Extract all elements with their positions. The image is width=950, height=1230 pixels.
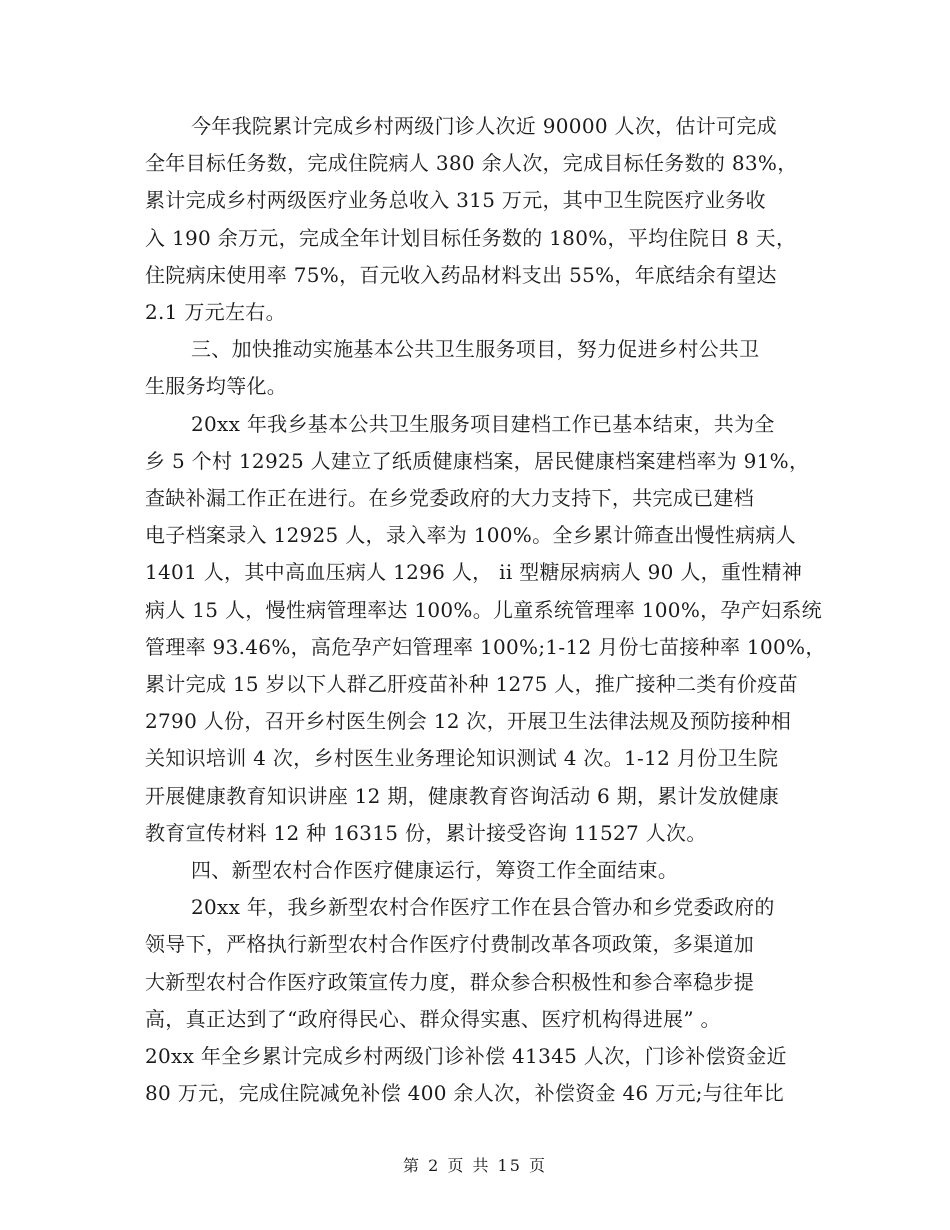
page-number: 第 2 页 共 15 页 <box>403 1156 547 1175</box>
text-line: 1401 人，其中高血压病人 1296 人， ii 型糖尿病病人 90 人，重性精神 <box>145 560 803 585</box>
text-line: 80 万元，完成住院减免补偿 400 余人次，补偿资金 46 万元;与往年比 <box>145 1081 784 1106</box>
text-line: 乡 5 个村 12925 人建立了纸质健康档案，居民健康档案建档率为 91%， <box>145 448 810 473</box>
text-line: 2790 人份，召开乡村医生例会 12 次，开展卫生法律法规及预防接种相 <box>145 709 792 734</box>
text-line: 三、加快推动实施基本公共卫生服务项目，努力促进乡村公共卫 <box>191 337 760 362</box>
text-line: 20xx 年，我乡新型农村合作医疗工作在县合管办和乡党委政府的 <box>191 895 775 920</box>
section-heading-public-health <box>145 331 817 405</box>
text-line: 入 190 余万元，完成全年计划目标任务数的 180%，平均住院日 8 天， <box>145 225 797 250</box>
text-line: 生服务均等化。 <box>145 374 288 399</box>
text-line: 教育宣传材料 12 种 16315 份，累计接受咨询 11527 人次。 <box>145 820 707 845</box>
text-line: 开展健康教育知识讲座 12 期，健康教育咨询活动 6 期，累计发放健康 <box>145 783 780 808</box>
text-line: 病人 15 人，慢性病管理率达 100%。儿童系统管理率 100%，孕产妇系统 <box>145 597 822 622</box>
text-line: 大新型农村合作医疗政策宣传力度，群众参合积极性和参合率稳步提 <box>145 969 754 994</box>
document-body <box>145 108 826 1112</box>
text-line: 电子档案录入 12925 人，录入率为 100%。全乡累计筛查出慢性病病人 <box>145 523 796 548</box>
text-line: 今年我院累计完成乡村两级门诊人次近 90000 人次，估计可完成 <box>191 114 777 138</box>
text-line: 累计完成乡村两级医疗业务总收入 315 万元，其中卫生院医疗业务收 <box>145 188 766 213</box>
text-line: 管理率 93.46%，高危孕产妇管理率 100%;1-12 月份七苗接种率 100%， <box>145 634 826 659</box>
text-line: 领导下，严格执行新型农村合作医疗付费制改革各项政策，多渠道加 <box>145 932 754 957</box>
text-line: 累计完成 15 岁以下人群乙肝疫苗补种 1275 人，推广接种二类有价疫苗 <box>145 672 798 697</box>
paragraph-medical-statistics <box>145 108 817 331</box>
text-line: 住院病床使用率 75%，百元收入药品材料支出 55%，年底结余有望达 <box>145 262 777 287</box>
text-line: 全年目标任务数，完成住院病人 380 余人次，完成目标任务数的 83%， <box>145 151 798 176</box>
paragraph-public-health-records <box>145 406 826 852</box>
text-line: 20xx 年我乡基本公共卫生服务项目建档工作已基本结束，共为全 <box>191 411 775 436</box>
text-line: 20xx 年全乡累计完成乡村两级门诊补偿 41345 人次，门诊补偿资金近 <box>145 1044 787 1069</box>
text-line: 关知识培训 4 次，乡村医生业务理论知识测试 4 次。1-12 月份卫生院 <box>145 746 779 771</box>
text-line: 查缺补漏工作正在进行。在乡党委政府的大力支持下，共完成已建档 <box>145 486 754 511</box>
section-heading-rural-cooperative <box>145 852 817 889</box>
text-line: 高，真正达到了“政府得民心、群众得实惠、医疗机构得进展” 。 <box>145 1006 721 1031</box>
text-line: 四、新型农村合作医疗健康运行，筹资工作全面结束。 <box>191 858 679 883</box>
paragraph-rural-cooperative <box>145 889 817 1112</box>
text-line: 2.1 万元左右。 <box>145 300 286 325</box>
